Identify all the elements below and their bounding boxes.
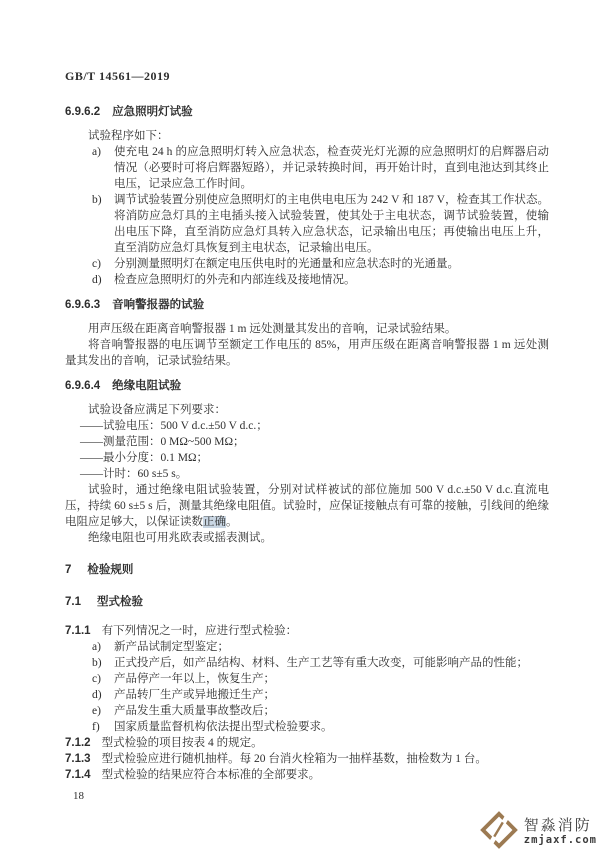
list-item-label: c): [92, 673, 101, 685]
paragraph-text: 试验时，通过绝缘电阻试验装置，分别对试样被试的部位施加 500 V d.c.±50 V d.c.直流电压，持续 60 s±5 s 后，测量其绝缘电阻值。试验时，应保证接触点有可靠的接触，引线间的绝缘电阻应足够大，以保证读数: [65, 484, 549, 528]
chapter-heading-7: [65, 562, 549, 578]
dash-list-item: ——计时：60 s±5 s。: [80, 468, 188, 480]
list-item-text: 调节试验装置分别使应急照明灯的主电供电电压为 242 V 和 187 V，检查其工作状态。将消防应急灯具的主电插头接入试验装置，使其处于主电状态，调节试验装置，使输出电压下降，直至消防应急灯具转入应急状态，记录输出电压；再使输出电压上升，直至消防应急灯具恢复到主电状态，记录输出电压。: [114, 194, 549, 254]
paragraph-intro: 试验程序如下：: [88, 130, 169, 142]
section-heading-6-9-6-3: [65, 297, 549, 313]
dash-list-item: ——试验电压：500 V d.c.±50 V d.c.；: [80, 420, 268, 432]
list-item-label: e): [92, 705, 101, 717]
section-number: 6.9.6.3: [65, 299, 101, 311]
clause-text: 有下列情况之一时，应进行型式检验：: [101, 625, 298, 637]
list-item: [65, 687, 549, 703]
list-item-label: f): [92, 721, 100, 733]
clause-number: 7.1.1: [65, 625, 91, 637]
list-item: [65, 639, 549, 655]
clause-text: 型式检验的项目按表 4 的规定。: [101, 737, 263, 749]
dash-list-item: ——最小分度：0.1 MΩ；: [80, 452, 209, 464]
list-item-text: 产品转厂生产或异地搬迁生产；: [114, 689, 275, 701]
watermark-text: [524, 818, 597, 846]
list-item: [65, 256, 549, 272]
list-item-label: a): [92, 641, 101, 653]
clause-7-1-4: [65, 767, 549, 783]
section-number: 7.1: [65, 596, 81, 608]
list-item-text: 产品发生重大质量事故整改后；: [114, 705, 275, 717]
list-item-label: d): [92, 274, 102, 286]
list-item: [65, 144, 549, 192]
list-item-text: 产品停产一年以上，恢复生产；: [114, 673, 275, 685]
section-heading-6-9-6-4: [65, 378, 549, 394]
dash-list-item: ——测量范围：0 MΩ~500 MΩ；: [80, 436, 245, 448]
list-item-label: b): [92, 194, 102, 206]
section-heading-6-9-6-2: [65, 104, 549, 120]
list-item-text: 检查应急照明灯的外壳和内部连线及接地情况。: [114, 274, 356, 286]
section-title: 型式检验: [97, 596, 143, 608]
section-number: 6.9.6.2: [65, 106, 101, 118]
clause-number: 7.1.3: [65, 753, 91, 765]
list-item-text: 正式投产后，如产品结构、材料、生产工艺等有重大改变，可能影响产品的性能；: [114, 657, 528, 669]
chapter-number: 7: [65, 564, 72, 576]
section-title: 音响警报器的试验: [112, 299, 205, 311]
paragraph-intro: 试验设备应满足下列要求：: [88, 404, 226, 416]
list-item: [65, 703, 549, 719]
ordered-list: [65, 144, 549, 288]
clause-text: 型式检验应进行随机抽样。每 20 台消火栓箱为一抽样基数，抽检数为 1 台。: [101, 753, 487, 765]
brand-logo-icon: [480, 811, 518, 854]
dash-list: [65, 418, 549, 482]
list-item-text: 新产品试制定型鉴定；: [114, 641, 229, 653]
chapter-title: 检验规则: [87, 564, 134, 576]
list-item-text: 分别测量照明灯在额定电压供电时的光通量和应急状态时的光通量。: [114, 258, 459, 270]
clause-number: 7.1.2: [65, 737, 91, 749]
brand-name: 智淼消防: [523, 817, 592, 835]
list-item-label: d): [92, 689, 102, 701]
highlighted-text: 正确: [203, 516, 226, 528]
clause-7-1-2: [65, 735, 549, 751]
page-number: 18: [73, 790, 84, 802]
ordered-list: [65, 639, 549, 735]
clause-7-1-1: [65, 623, 549, 639]
page-content: [65, 68, 549, 804]
brand-site: zmjaxf.com: [523, 833, 597, 846]
clause-text: 型式检验的结果应符合本标准的全部要求。: [101, 769, 321, 781]
paragraph: 绝缘电阻也可用兆欧表或摇表测试。: [88, 532, 272, 544]
clause-7-1-3: [65, 751, 549, 767]
list-item-text: 使充电 24 h 的应急照明灯转入应急状态，检查荧光灯光源的应急照明灯的启辉器启动情况（必要时可将启辉器短路），并记录转换时间，再开始计时，直到电池达到其终止电压，记录应急工作时间。: [114, 146, 549, 190]
list-item: [65, 272, 549, 288]
section-heading-7-1: [65, 594, 549, 610]
clause-number: 7.1.4: [65, 769, 91, 781]
paragraph: 用声压级在距离音响警报器 1 m 远处测量其发出的音响，记录试验结果。: [88, 323, 457, 335]
list-item: [65, 655, 549, 671]
list-item: [65, 671, 549, 687]
section-title: 应急照明灯试验: [112, 106, 193, 118]
list-item-label: b): [92, 657, 102, 669]
paragraph-text: 。: [226, 516, 238, 528]
list-item-text: 国家质量监督机构依法提出型式检验要求。: [114, 721, 333, 733]
list-item: [65, 192, 549, 256]
section-title: 绝缘电阻试验: [112, 380, 182, 392]
paragraph: [65, 482, 549, 530]
list-item: [65, 719, 549, 735]
watermark: [480, 811, 597, 854]
doc-number: GB/T 14561—2019: [65, 69, 170, 83]
list-item-label: a): [92, 146, 101, 158]
paragraph: 将音响警报器的电压调节至额定工作电压的 85%，用声压级在距离音响警报器 1 m 远处测量其发出的音响，记录试验结果。: [65, 339, 549, 367]
section-number: 6.9.6.4: [65, 380, 101, 392]
list-item-label: c): [92, 258, 101, 270]
